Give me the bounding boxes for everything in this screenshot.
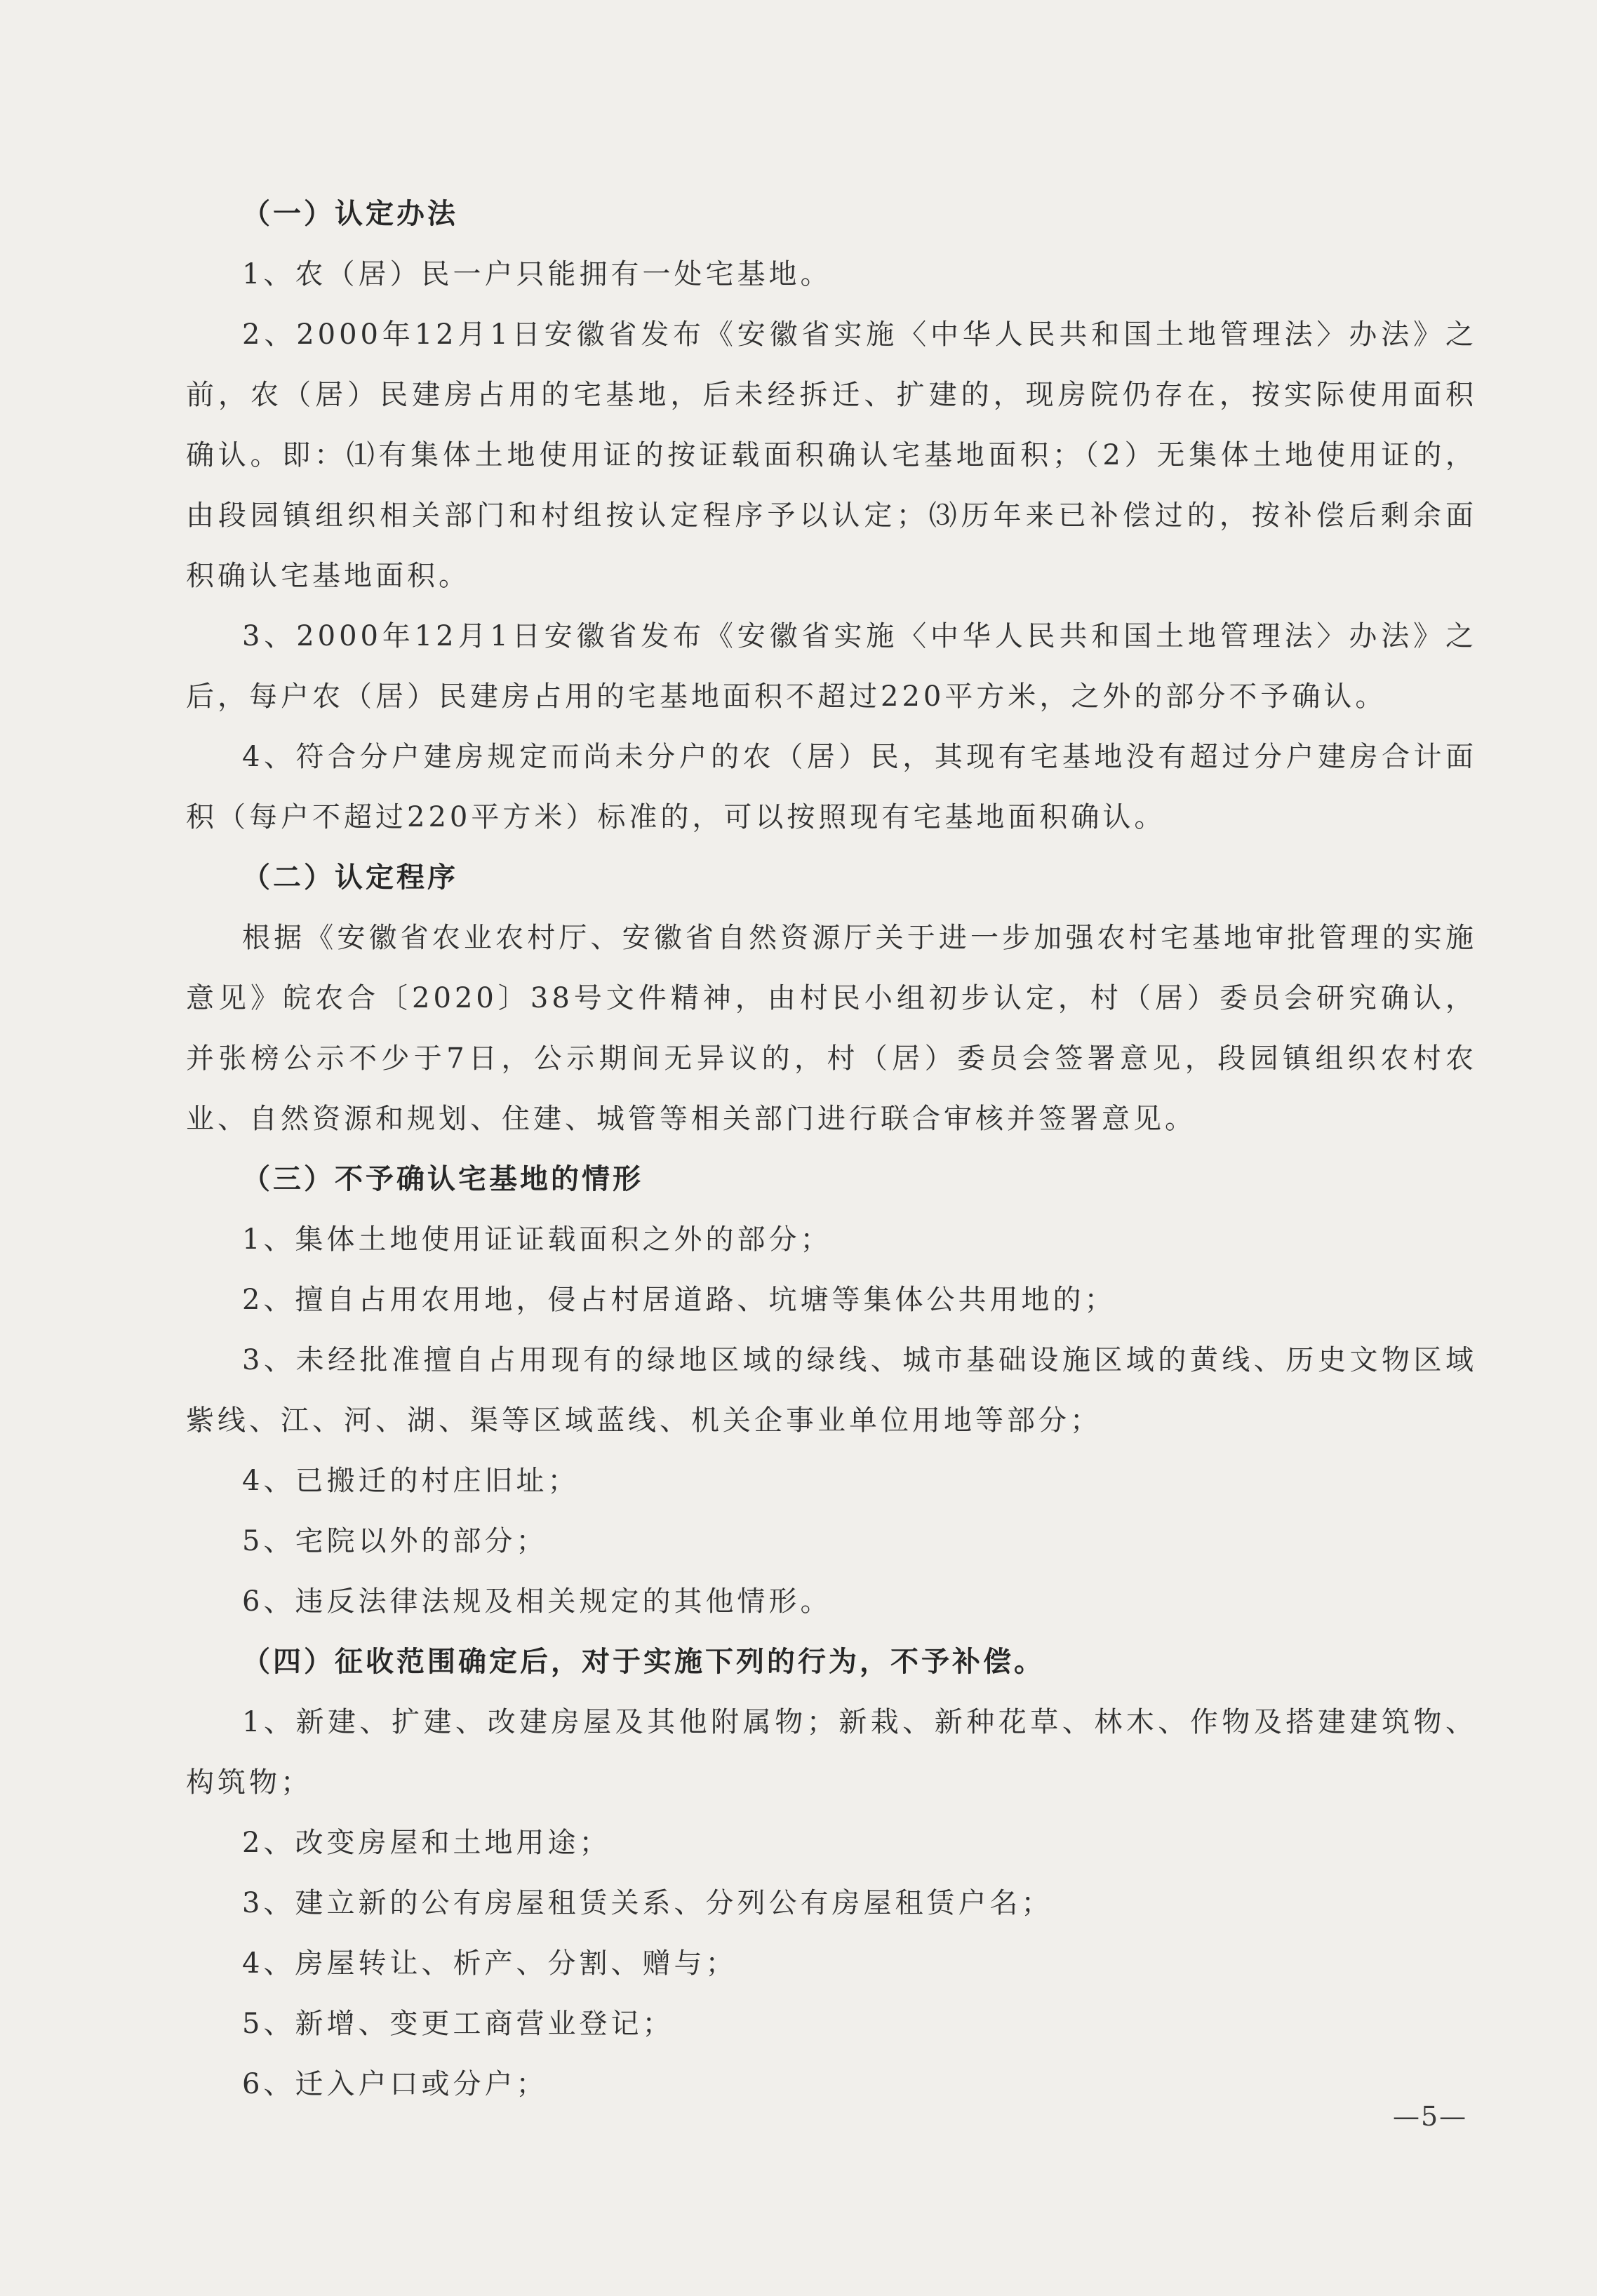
paragraph: 4、符合分户建房规定而尚未分户的农（居）民，其现有宅基地没有超过分户建房合计面积（每户不超过220平方米）标准的，可以按照现有宅基地面积确认。 [186,741,1477,833]
paragraph: 6、迁入户口或分户； [242,2068,548,2100]
paragraph: 2、擅自占用农用地，侵占村居道路、坑塘等集体公共用地的； [242,1284,1116,1316]
document-body [186,184,1477,2114]
paragraph: 根据《安徽省农业农村厅、安徽省自然资源厅关于进一步加强农村宅基地审批管理的实施意见》皖农合〔2020〕38号文件精神，由村民小组初步认定，村（居）委员会研究确认，并张榜公示不少于7日，公示期间无异议的，村（居）委员会签署意见，段园镇组织农村农业、自然资源和规划、住建、城管等相关部门进行联合审核并签署意见。 [186,922,1477,1135]
paragraph: 3、未经批准擅自占用现有的绿地区域的绿线、城市基础设施区域的黄线、历史文物区域紫线、江、河、湖、渠等区域蓝线、机关企事业单位用地等部分； [186,1344,1477,1437]
paragraph: 1、新建、扩建、改建房屋及其他附属物；新栽、新种花草、林木、作物及搭建建筑物、构筑物； [186,1706,1477,1799]
section-heading-1: （一）认定办法 [242,198,458,230]
paragraph: 6、违反法律法规及相关规定的其他情形。 [242,1585,832,1618]
section-heading-3: （三）不予确认宅基地的情形 [242,1163,643,1195]
paragraph: 2、改变房屋和土地用途； [242,1827,611,1859]
page-number: —5— [1393,2101,1468,2132]
paragraph: 1、农（居）民一户只能拥有一处宅基地。 [242,258,832,290]
paragraph: 3、2000年12月1日安徽省发布《安徽省实施〈中华人民共和国土地管理法〉办法》之后，每户农（居）民建房占用的宅基地面积不超过220平方米，之外的部分不予确认。 [186,620,1477,713]
paragraph: 1、集体土地使用证证载面积之外的部分； [242,1223,832,1256]
paragraph: 5、宅院以外的部分； [242,1525,548,1557]
paragraph: 5、新增、变更工商营业登记； [242,2008,674,2040]
paragraph: 3、建立新的公有房屋租赁关系、分列公有房屋租赁户名； [242,1887,1053,1919]
paragraph: 2、2000年12月1日安徽省发布《安徽省实施〈中华人民共和国土地管理法〉办法》之前，农（居）民建房占用的宅基地，后未经拆迁、扩建的，现房院仍存在，按实际使用面积确认。即：⑴有集体土地使用证的按证载面积确认宅基地面积；（2）无集体土地使用证的，由段园镇组织相关部门和村组按认定程序予以认定；⑶历年来已补偿过的，按补偿后剩余面积确认宅基地面积。 [186,318,1477,592]
section-heading-2: （二）认定程序 [242,861,458,894]
paragraph: 4、房屋转让、析产、分割、赠与； [242,1947,737,1980]
paragraph: 4、已搬迁的村庄旧址； [242,1465,580,1497]
section-heading-4: （四）征收范围确定后，对于实施下列的行为，不予补偿。 [242,1646,1045,1678]
